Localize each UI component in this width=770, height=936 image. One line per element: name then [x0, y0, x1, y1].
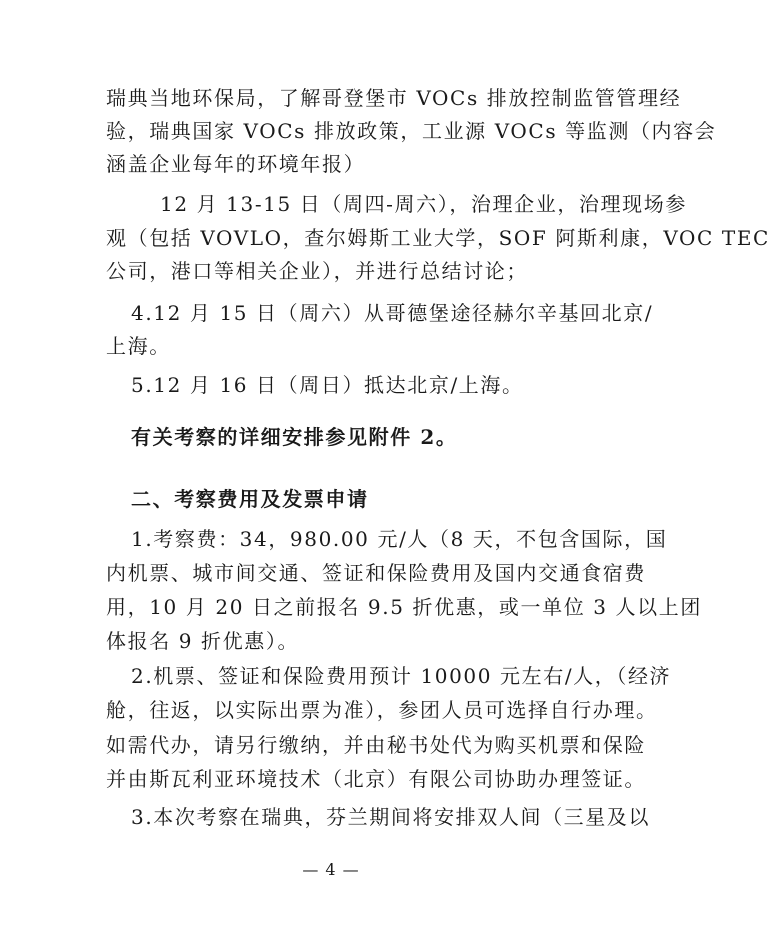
body-line-12: 用，10 月 20 日之前报名 9.5 折优惠，或一单位 3 人以上团	[106, 595, 702, 619]
body-line-11: 内机票、城市间交通、签证和保险费用及国内交通食宿费	[106, 561, 646, 585]
body-line-16: 如需代办，请另行缴纳，并由秘书处代为购买机票和保险	[106, 733, 646, 757]
body-line-13: 体报名 9 折优惠）。	[106, 629, 300, 653]
body-line-15: 舱，往返，以实际出票为准），参团人员可选择自行办理。	[106, 698, 658, 722]
body-line-7: 4.12 月 15 日（周六）从哥德堡途径赫尔辛基回北京/	[131, 301, 654, 325]
body-line-10: 1.考察费：34，980.00 元/人（8 天，不包含国际，国	[131, 527, 668, 551]
body-line-2: 验，瑞典国家 VOCs 排放政策，工业源 VOCs 等监测（内容会	[106, 119, 717, 143]
page-number: — 4 —	[302, 860, 360, 879]
body-line-9: 5.12 月 16 日（周日）抵达北京/上海。	[131, 373, 524, 397]
body-line-6: 公司，港口等相关企业），并进行总结讨论；	[106, 259, 528, 283]
body-line-1: 瑞典当地环保局，了解哥登堡市 VOCs 排放控制监管管理经	[106, 86, 682, 110]
body-line-3: 涵盖企业每年的环境年报）	[106, 152, 366, 176]
body-line-5: 观（包括 VOVLO，查尔姆斯工业大学，SOF 阿斯利康，VOC TEC	[106, 226, 770, 250]
body-line-18: 3.本次考察在瑞典，芬兰期间将安排双人间（三星及以	[131, 805, 651, 829]
attachment-reference: 有关考察的详细安排参见附件 2。	[131, 425, 458, 449]
section-heading: 二、考察费用及发票申请	[131, 487, 369, 511]
body-line-17: 并由斯瓦利亚环境技术（北京）有限公司协助办理签证。	[106, 767, 646, 791]
body-line-8: 上海。	[106, 334, 171, 358]
body-line-14: 2.机票、签证和保险费用预计 10000 元左右/人，（经济	[131, 664, 672, 688]
body-line-4: 12 月 13-15 日（周四-周六），治理企业，治理现场参	[160, 192, 687, 216]
